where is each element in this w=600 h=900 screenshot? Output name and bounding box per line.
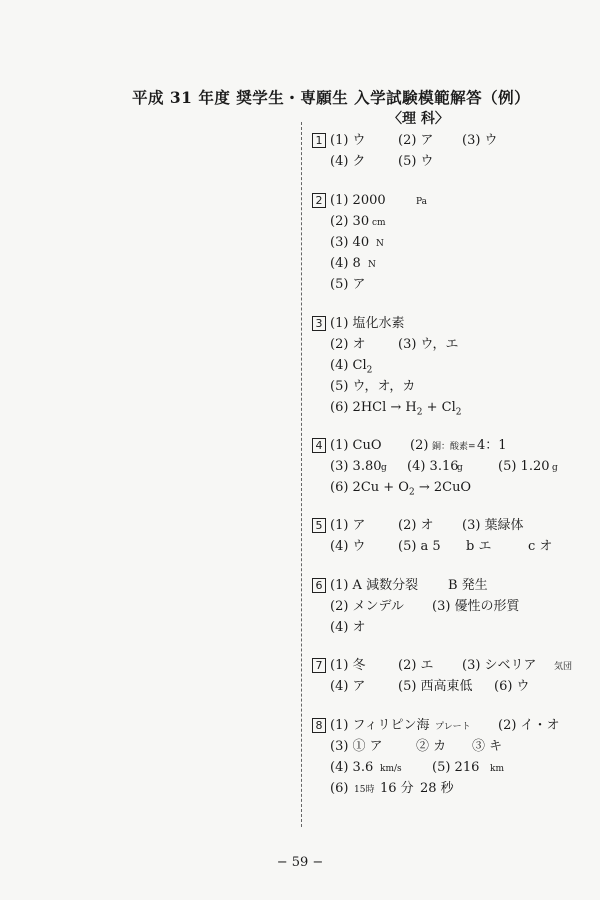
q6-line-1	[312, 578, 592, 594]
q6-answer-1a: (1) A 減数分裂	[330, 578, 419, 593]
q2-line-5	[312, 277, 592, 293]
q8-answer-6-minute: 16 分	[380, 781, 414, 796]
q8-answer-1: (1) フィリピン海	[330, 718, 430, 733]
q4-answer-6-part-1: (6) 2Cu + O	[330, 480, 409, 495]
q3-line-2	[312, 337, 592, 353]
q4-answer-4: (4) 3.16	[407, 459, 459, 474]
q4-answer-6-subscript: 2	[408, 487, 415, 498]
q3-line-3	[312, 358, 592, 374]
q4-answer-6-part-2: → 2CuO	[414, 480, 472, 495]
q8-line-2	[312, 739, 592, 755]
q5-answer-4: (4) ウ	[330, 539, 366, 554]
q7-line-1	[312, 658, 592, 674]
q5-answer-2: (2) オ	[398, 518, 434, 533]
q5-number-box: 5	[312, 518, 326, 533]
q3-answer-5: (5) ウ，オ，カ	[330, 379, 416, 394]
q2-line-2	[312, 214, 592, 230]
q1-line-2	[312, 154, 592, 170]
q4-answer-2-note: 銅：酸素=	[432, 442, 476, 452]
q3-answer-6	[330, 400, 462, 421]
q1-answer-1: (1) ウ	[330, 133, 366, 148]
q3-answer-3: (3) ウ，エ	[398, 337, 459, 352]
q3-answer-6-sub-1: 2	[416, 407, 423, 418]
q3-answer-6-sub-2: 2	[455, 407, 462, 418]
q8-line-1	[312, 718, 592, 734]
q2-answer-3: (3) 40	[330, 235, 370, 250]
q4-answer-3: (3) 3.80	[330, 459, 382, 474]
page-number: − 59 −	[276, 855, 324, 870]
q4-line-1	[312, 438, 592, 454]
q3-line-5	[312, 400, 592, 416]
q5-line-1	[312, 518, 592, 534]
q2-answer-4: (4) 8	[330, 256, 361, 271]
q4-answer-4-unit: g	[457, 463, 463, 473]
q3-answer-6-part-2: + Cl	[422, 400, 456, 415]
q6-answer-2: (2) メンデル	[330, 599, 404, 614]
q7-answer-3-unit: 気団	[554, 662, 573, 672]
q3-answer-4-text: (4) Cl	[330, 358, 367, 373]
subject-heading: 〈理 科〉	[388, 111, 449, 127]
q2-line-4	[312, 256, 592, 272]
q4-answer-6	[330, 480, 471, 501]
q8-answer-5-unit: km	[490, 764, 504, 774]
q2-number-box: 2	[312, 193, 326, 208]
q8-answer-5: (5) 216	[432, 760, 480, 775]
q3-answer-1: (1) 塩化水素	[330, 316, 405, 331]
q2-answer-2: (2) 30	[330, 214, 370, 229]
q4-answer-5: (5) 1.20	[498, 459, 550, 474]
q1-answer-2: (2) ア	[398, 133, 434, 148]
q3-answer-6-part-1: (6) 2HCl → H	[330, 400, 417, 415]
q7-number-box: 7	[312, 658, 326, 673]
q7-answer-1: (1) 冬	[330, 658, 366, 673]
q8-answer-3a: (3) ① ア	[330, 739, 383, 754]
q1-answer-4: (4) ク	[330, 154, 366, 169]
q7-answer-3: (3) シベリア	[462, 658, 537, 673]
q3-answer-4-subscript: 2	[366, 365, 373, 376]
q3-answer-4	[330, 358, 372, 379]
q8-answer-6-label: (6)	[330, 781, 349, 796]
q6-line-2	[312, 599, 592, 615]
q5-line-2	[312, 539, 592, 555]
q4-line-2	[312, 459, 592, 475]
q8-line-4	[312, 781, 592, 797]
q2-answer-2-unit: cm	[372, 218, 386, 228]
q1-answer-3: (3) ウ	[462, 133, 498, 148]
q6-answer-4: (4) オ	[330, 620, 366, 635]
q8-answer-4: (4) 3.6	[330, 760, 374, 775]
q2-line-1	[312, 193, 592, 209]
q5-answer-5b: b エ	[466, 539, 492, 554]
q2-line-3	[312, 235, 592, 251]
q6-number-box: 6	[312, 578, 326, 593]
q4-answer-1: (1) CuO	[330, 438, 382, 453]
q3-number-box: 3	[312, 316, 326, 331]
q4-number-box: 4	[312, 438, 326, 453]
q2-answer-3-unit: N	[376, 239, 384, 249]
q5-answer-5c: c オ	[528, 539, 553, 554]
q4-answer-2: (2)	[410, 438, 429, 453]
q5-answer-5a: (5) a 5	[398, 539, 441, 554]
q7-answer-6: (6) ウ	[494, 679, 530, 694]
q2-answer-4-unit: N	[368, 260, 376, 270]
dashed-divider	[301, 122, 302, 827]
q8-answer-4-unit: km/s	[380, 764, 402, 774]
q8-line-3	[312, 760, 592, 776]
q8-answer-3c: ③ キ	[472, 739, 503, 754]
q1-line-1	[312, 133, 592, 149]
q6-line-3	[312, 620, 592, 636]
q6-answer-3: (3) 優性の形質	[432, 599, 520, 614]
q4-answer-3-unit: g	[381, 463, 387, 473]
q7-answer-4: (4) ア	[330, 679, 366, 694]
q3-line-4	[312, 379, 592, 395]
page-title: 平成 31 年度 奨学生・専願生 入学試験模範解答（例）	[132, 88, 531, 107]
q1-answer-5: (5) ウ	[398, 154, 434, 169]
q5-answer-3: (3) 葉緑体	[462, 518, 524, 533]
q8-answer-2: (2) イ・オ	[498, 718, 560, 733]
q4-answer-5-unit: g	[552, 463, 558, 473]
q3-answer-2: (2) オ	[330, 337, 366, 352]
q8-answer-3b: ② カ	[416, 739, 447, 754]
q2-answer-5: (5) ア	[330, 277, 366, 292]
q7-answer-2: (2) エ	[398, 658, 434, 673]
q2-answer-1: (1) 2000	[330, 193, 386, 208]
q5-answer-1: (1) ア	[330, 518, 366, 533]
q8-number-box: 8	[312, 718, 326, 733]
q4-line-3	[312, 480, 592, 496]
q7-line-2	[312, 679, 592, 695]
q7-answer-5: (5) 西高東低	[398, 679, 473, 694]
q1-number-box: 1	[312, 133, 326, 148]
q8-answer-6-second: 28 秒	[420, 781, 454, 796]
q8-answer-6-hour: 15時	[354, 785, 375, 795]
q2-answer-1-unit: Pa	[416, 197, 428, 207]
q8-answer-1-unit: プレート	[435, 722, 471, 732]
q4-answer-2-ratio: 4：1	[477, 438, 507, 453]
q3-line-1	[312, 316, 592, 332]
q6-answer-1b: B 発生	[448, 578, 488, 593]
